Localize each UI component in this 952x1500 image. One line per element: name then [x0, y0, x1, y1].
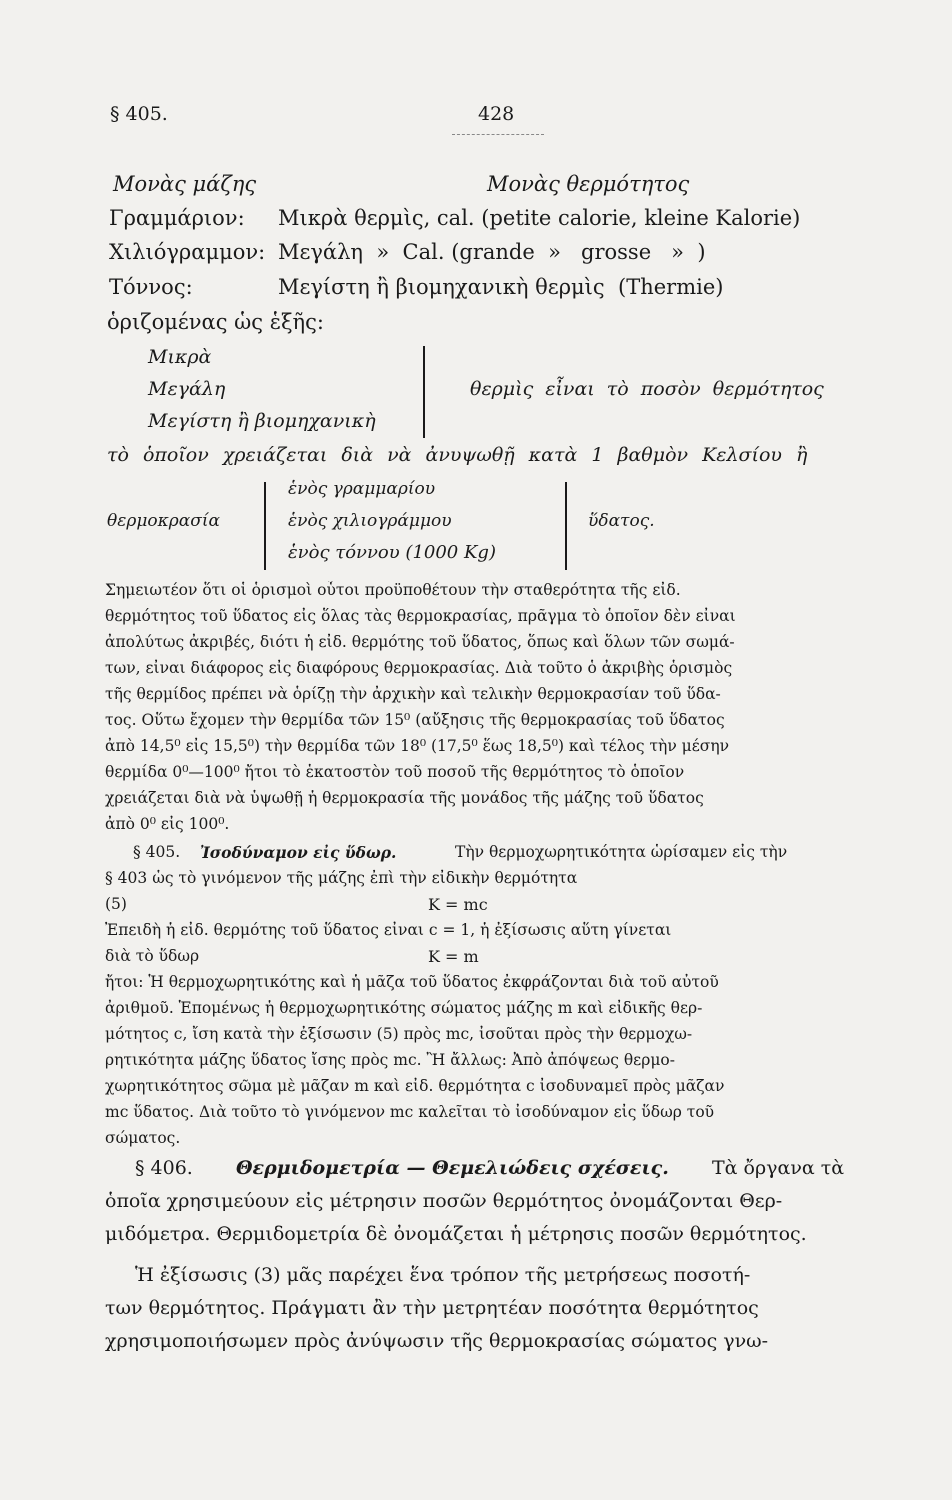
section-405-text: ἀριθμοῦ. Ἑπομένως ἡ θερμοχωρητικότης σώματος μάζης m καὶ εἰδικῆς θερ-	[105, 999, 703, 1017]
section-406-text: των θερμότητος. Πράγματι ἂν τὴν μετρητέαν ποσότητα θερμότητος	[105, 1297, 759, 1319]
section-marker: § 405.	[110, 103, 168, 125]
section-405-title: Ἰσοδύναμον εἰς ὕδωρ.	[200, 843, 397, 862]
brace-right	[423, 346, 425, 438]
heat-unit-small-calorie: Μικρὰ θερμὶς, cal. (petite calorie, kleine Kalorie)	[278, 206, 801, 230]
section-406-text: χρησιμοποιήσωμεν πρὸς ἀνύψωσιν τῆς θερμοκρασίας σώματος γνω-	[105, 1330, 769, 1352]
mass-tonne: ἑνὸς τόννου (1000 Kg)	[288, 542, 496, 563]
mass-unit-tonne: Τόννος:	[109, 275, 193, 299]
para1-line: τῆς θερμίδος πρέπει νὰ ὁρίζῃ τὴν ἀρχικὴν καὶ τελικὴν θερμοκρασίαν τοῦ ὕδα-	[105, 685, 721, 703]
section-406-text: Ἡ ἐξίσωσις (3) μᾶς παρέχει ἕνα τρόπον τῆς μετρήσεως ποσοτή-	[135, 1264, 751, 1286]
brace-right-masses	[565, 482, 567, 570]
para1-line: χρειάζεται διὰ νὰ ὑψωθῇ ἡ θερμοκρασία τῆς μονάδος τῆς μάζης τοῦ ὕδατος	[105, 789, 704, 807]
section-405-text: ρητικότητα μάζης ὕδατος ἴσης πρὸς mc. Ἢ ἄλλως: Ἀπὸ ἀπόψεως θερμο-	[105, 1051, 675, 1069]
section-405-text: mc ὕδατος. Διὰ τοῦτο τὸ γινόμενον mc καλεῖται τὸ ἰσοδύναμον εἰς ὕδωρ τοῦ	[105, 1103, 715, 1121]
equation-k-m: K = m	[428, 947, 479, 966]
section-406-text: ὁποῖα χρησιμεύουν εἰς μέτρησιν ποσῶν θερμότητος ὀνομάζονται Θερ-	[105, 1190, 783, 1212]
para1-line: τος. Οὕτω ἔχομεν τὴν θερμίδα τῶν 15⁰ (αὔξησις τῆς θερμοκρασίας τοῦ ὕδατος	[105, 711, 725, 729]
para1-line: ἀπολύτως ἀκριβές, διότι ἡ εἰδ. θερμότης τοῦ ὕδατος, ὅπως καὶ ὅλων τῶν σωμά-	[105, 633, 735, 651]
temperature-label: θερμοκρασία	[107, 511, 221, 531]
section-405-text: χωρητικότητος σῶμα μὲ μᾶζαν m καὶ εἰδ. θερμότητα c ἰσοδυναμεῖ πρὸς μᾶζαν	[105, 1077, 725, 1095]
section-405-line1: Τὴν θερμοχωρητικότητα ὡρίσαμεν εἰς τὴν	[455, 843, 788, 861]
section-405-text: ἤτοι: Ἡ θερμοχωρητικότης καὶ ἡ μᾶζα τοῦ ὕδατος ἐκφράζονται διὰ τοῦ αὐτοῦ	[105, 973, 719, 991]
section-405-number: § 405.	[133, 843, 181, 861]
defined-as: ὁριζομένας ὡς ἑξῆς:	[107, 310, 324, 334]
mass-unit-kilogram: Χιλιόγραμμον:	[109, 240, 266, 264]
def-item-largest: Μεγίστη ἢ βιομηχανικὴ	[148, 410, 376, 432]
def-item-large: Μεγάλη	[148, 378, 226, 400]
mass-gram: ἑνὸς γραμμαρίου	[288, 479, 436, 499]
section-405-text: σώματος.	[105, 1129, 181, 1147]
water-label: ὕδατος.	[588, 511, 655, 531]
equation-label: (5)	[105, 895, 127, 913]
section-406-line1: Τὰ ὄργανα τὰ	[712, 1157, 845, 1179]
page-number: 428	[478, 103, 515, 125]
section-406-text: μιδόμετρα. Θερμιδομετρία δὲ ὀνομάζεται ἡ μέτρησις ποσῶν θερμότητος.	[105, 1223, 807, 1245]
brace-left-masses	[264, 482, 266, 570]
section-405-line4: διὰ τὸ ὕδωρ	[105, 947, 200, 965]
heat-unit-thermie: Μεγίστη ἢ βιομηχανικὴ θερμὶς (Thermie)	[278, 275, 724, 299]
section-405-text: μότητος c, ἴση κατὰ τὴν ἐξίσωσιν (5) πρὸς mc, ἰσοῦται πρὸς τὴν θερμοχω-	[105, 1025, 693, 1043]
heat-unit-large-calorie: Μεγάλη » Cal. (grande » grosse » )	[278, 240, 706, 264]
section-405-line2: § 403 ὡς τὸ γινόμενον τῆς μάζης ἐπὶ τὴν εἰδικὴν θερμότητα	[105, 869, 578, 887]
para1-line: Σημειωτέον ὅτι οἱ ὁρισμοὶ οὗτοι προϋποθέτουν τὴν σταθερότητα τῆς εἰδ.	[105, 581, 681, 599]
para1-line: θερμίδα 0⁰—100⁰ ἤτοι τὸ ἑκατοστὸν τοῦ ποσοῦ τῆς θερμότητος τὸ ὁποῖον	[105, 763, 685, 781]
para1-line: ἀπὸ 14,5⁰ εἰς 15,5⁰) τὴν θερμίδα τῶν 18⁰ (17,5⁰ ἕως 18,5⁰) καὶ τέλος τὴν μέσην	[105, 737, 730, 755]
equation-k-mc: K = mc	[428, 895, 488, 914]
header-divider	[452, 134, 544, 135]
def-right-text: θερμὶς εἶναι τὸ ποσὸν θερμότητος	[470, 378, 824, 400]
def-middle-line: τὸ ὁποῖον χρειάζεται διὰ νὰ ἀνυψωθῇ κατὰ 1 βαθμὸν Κελσίου ἢ	[107, 444, 808, 466]
section-406-title: Θερμιδομετρία — Θεμελιώδεις σχέσεις.	[236, 1157, 669, 1179]
section-405-line3: Ἐπειδὴ ἡ εἰδ. θερμότης τοῦ ὕδατος εἶναι c = 1, ἡ ἐξίσωσις αὕτη γίνεται	[105, 921, 672, 939]
mass-unit-gram: Γραμμάριον:	[109, 206, 245, 230]
mass-kilogram: ἑνὸς χιλιογράμμου	[288, 511, 452, 531]
para1-line: ἀπὸ 0⁰ εἰς 100⁰.	[105, 815, 230, 833]
para1-line: των, εἶναι διάφορος εἰς διαφόρους θερμοκρασίας. Διὰ τοῦτο ὁ ἀκριβὴς ὁρισμὸς	[105, 659, 733, 677]
heat-unit-heading: Μονὰς θερμότητος	[487, 172, 690, 196]
mass-unit-heading: Μονὰς μάζης	[113, 172, 257, 196]
def-item-small: Μικρὰ	[148, 346, 212, 368]
section-406-number: § 406.	[135, 1157, 193, 1179]
para1-line: θερμότητος τοῦ ὕδατος εἰς ὅλας τὰς θερμοκρασίας, πρᾶγμα τὸ ὁποῖον δὲν εἶναι	[105, 607, 736, 625]
